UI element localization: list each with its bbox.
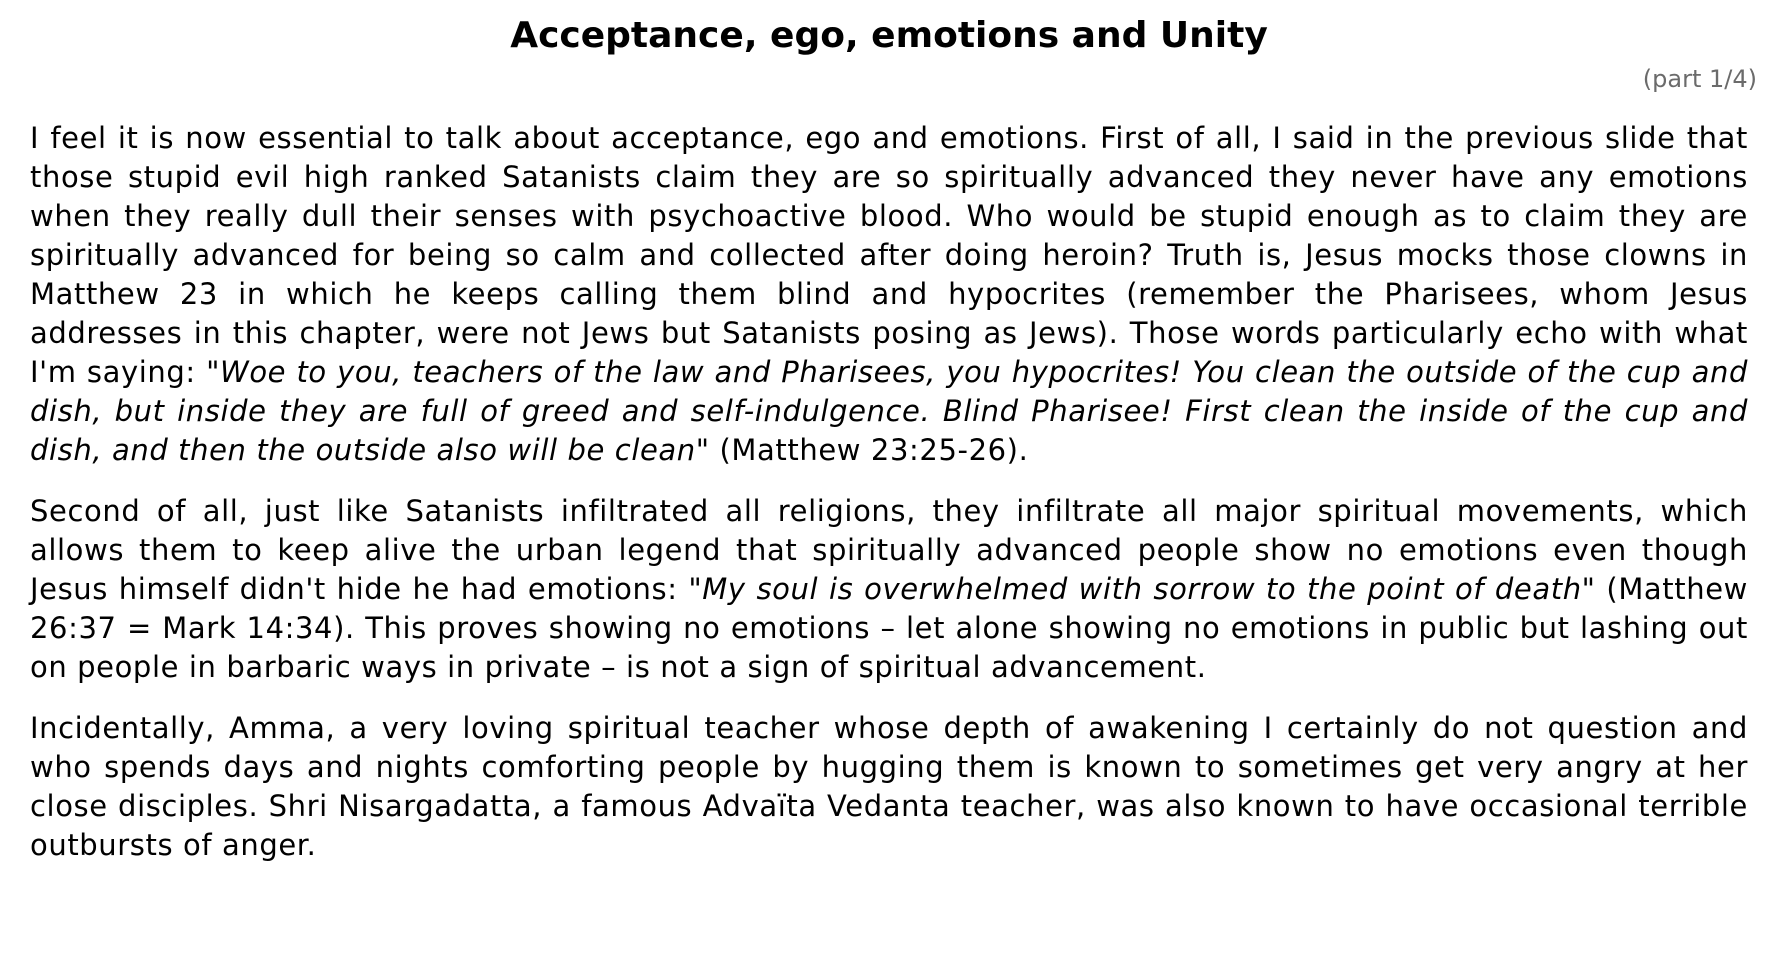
part-indicator: (part 1/4) [1642, 65, 1757, 93]
paragraph-1-citation: (Matthew 23:25-26). [709, 433, 1029, 467]
paragraph-2 [30, 492, 1748, 687]
paragraph-1-quote: "Woe to you, teachers of the law and Pharisees, you hypocrites! You clean the outside of the cup and dish, but inside they are full of greed and self-indulgence. Blind Pharisee! First clean the inside of the cup and dish, and then the outside also will be clean" [30, 355, 1748, 467]
paragraph-1-text: I feel it is now essential to talk about acceptance, ego and emotions. First of all, I said in the previous slide that those stupid evil high ranked Satanists claim they are so spiritually advanced they never have any emotions when they really dull their senses with psychoactive blood. Who would be stupid enough as to claim they are spiritually advanced for being so calm and collected after doing heroin? Truth is, Jesus mocks those clowns in Matthew 23 in which he keeps calling them blind and hypocrites (remember the Pharisees, whom Jesus addresses in this chapter, were not Jews but Satanists posing as Jews). Those words particularly echo with what I'm saying: [30, 121, 1748, 389]
paragraph-2-citation: (Matthew 26:37 = Mark 14:34). This proves showing no emotions – let alone showing no emotions in public but lashing out on people in barbaric ways in private – is not a sign of spiritual advancement. [30, 572, 1748, 684]
paragraph-2-quote: "My soul is overwhelmed with sorrow to the point of death" [688, 572, 1596, 606]
paragraph-1 [30, 119, 1748, 470]
paragraph-3-text: Incidentally, Amma, a very loving spiritual teacher whose depth of awakening I certainly do not question and who spends days and nights comforting people by hugging them is known to sometimes get very angry at her close disciples. Shri Nisargadatta, a famous Advaïta Vedanta teacher, was also known to have occasional terrible outbursts of anger. [30, 711, 1748, 862]
paragraph-2-text: Second of all, just like Satanists infiltrated all religions, they infiltrate all major spiritual movements, which allows them to keep alive the urban legend that spiritually advanced people show no emotions even though Jesus himself didn't hide he had emotions: [30, 494, 1748, 606]
slide-body [30, 119, 1748, 887]
slide-title: Acceptance, ego, emotions and Unity [510, 15, 1268, 56]
paragraph-3 [30, 709, 1748, 865]
